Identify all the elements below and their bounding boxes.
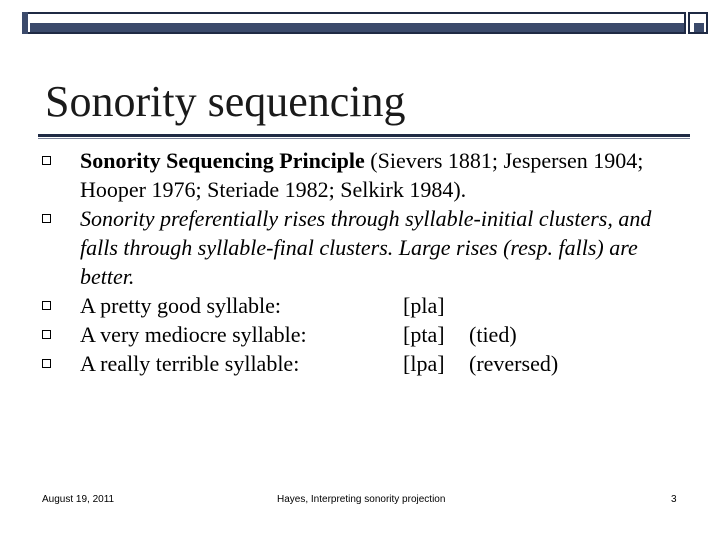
footer-presentation-title: Hayes, Interpreting sonority projection (277, 494, 446, 505)
square-bullet-icon (42, 359, 51, 368)
bullet-list (40, 146, 680, 378)
top-decorative-bar (22, 12, 686, 34)
example-syllable: [pta] (403, 322, 445, 347)
bullet-item-definition (40, 204, 680, 291)
bullet-item-good-syllable (40, 291, 680, 320)
slide-title: Sonority sequencing (45, 77, 406, 126)
square-bullet-icon (42, 214, 51, 223)
bullet-item-terrible-syllable (40, 349, 680, 378)
title-underline (38, 134, 690, 137)
bullet-item-mediocre-syllable (40, 320, 680, 349)
example-row (80, 291, 680, 320)
example-syllable: [pla] (403, 293, 445, 318)
title-underline-shadow (38, 138, 690, 139)
square-bullet-icon (42, 156, 51, 165)
bullet-item-principle (40, 146, 680, 204)
top-bar-left-cap (22, 12, 28, 34)
top-decorative-square (688, 12, 708, 34)
principle-definition: Sonority preferentially rises through syllable-initial clusters, and falls through syllable-final clusters. Large rises (resp. falls) are better. (80, 206, 652, 289)
example-label: A really terrible syllable: (80, 351, 300, 376)
footer-date: August 19, 2011 (42, 494, 115, 505)
example-note (465, 291, 469, 320)
square-bullet-icon (42, 330, 51, 339)
example-label: A pretty good syllable: (80, 293, 282, 318)
principle-name: Sonority Sequencing Principle (80, 148, 365, 173)
slide-number: 3 (671, 494, 677, 505)
example-note: (tied) (469, 322, 517, 347)
example-label: A very mediocre syllable: (80, 322, 307, 347)
principle-citations: (Sievers 1881; Jespersen 1904; Hooper 1976; Steriade 1982; Selkirk 1984). (80, 148, 644, 202)
example-note: (reversed) (469, 351, 559, 376)
example-row (80, 320, 680, 349)
square-bullet-icon (42, 301, 51, 310)
example-syllable: [lpa] (403, 351, 445, 376)
top-square-band (694, 23, 704, 32)
top-bar-band (30, 23, 684, 32)
example-row (80, 349, 680, 378)
